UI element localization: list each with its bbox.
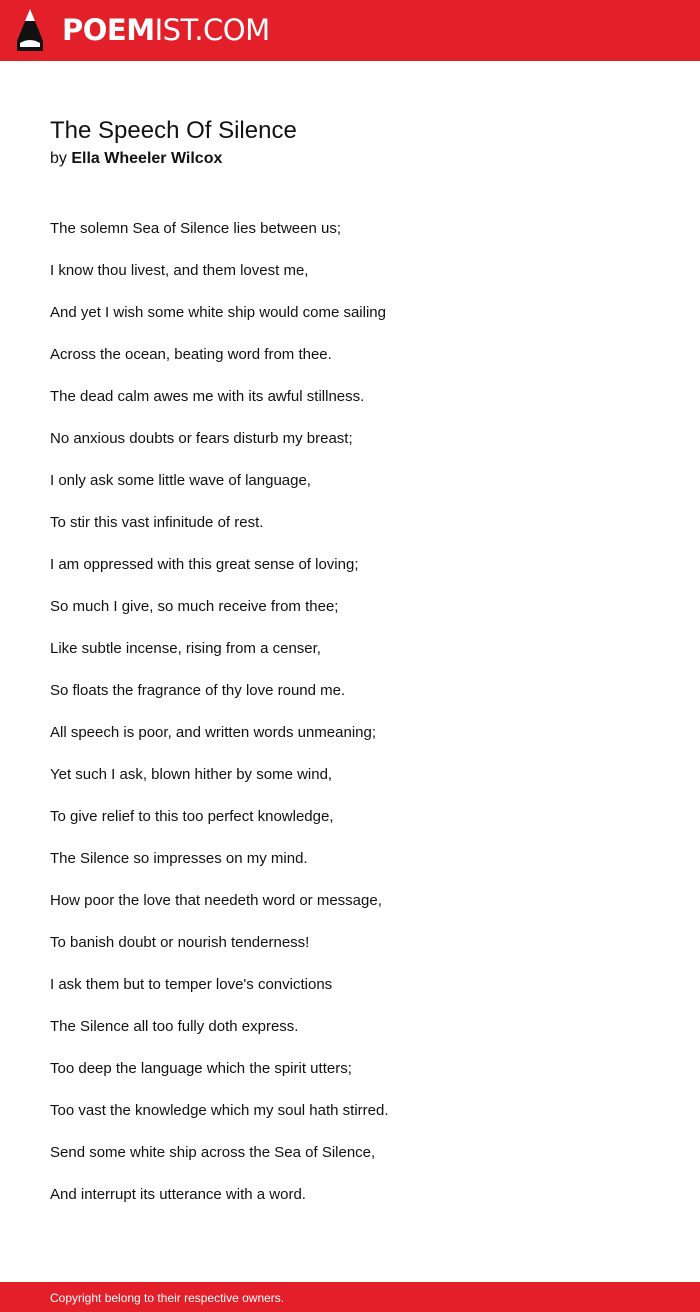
poem-line: I only ask some little wave of language, — [50, 472, 311, 489]
poem-line: The Silence all too fully doth express. — [50, 1018, 299, 1035]
pencil-tip-icon[interactable] — [17, 9, 43, 51]
poem-title: The Speech Of Silence — [50, 117, 297, 144]
poem-line: The solemn Sea of Silence lies between us; — [50, 220, 341, 237]
author-name[interactable]: Ella Wheeler Wilcox — [71, 150, 223, 167]
poem-line: Like subtle incense, rising from a censer, — [50, 640, 321, 657]
byline-prefix: by — [50, 150, 67, 167]
poem-line: All speech is poor, and written words unmeaning; — [50, 724, 377, 741]
poem-line: To stir this vast infinitude of rest. — [50, 514, 264, 531]
site-header — [0, 0, 700, 61]
poem-line: How poor the love that needeth word or message, — [50, 892, 382, 909]
poem-line: To banish doubt or nourish tenderness! — [50, 934, 310, 951]
poem-line: The Silence so impresses on my mind. — [50, 850, 308, 867]
poem-line: The dead calm awes me with its awful stillness. — [50, 388, 365, 405]
poem-line: I know thou livest, and them lovest me, — [50, 262, 309, 279]
poem-line: Yet such I ask, blown hither by some wind, — [50, 766, 333, 783]
logo-text-bold: POEM — [62, 13, 155, 47]
logo-text-light: IST.COM — [154, 13, 270, 47]
poem-body — [50, 218, 389, 1226]
poem-line: I am oppressed with this great sense of loving; — [50, 556, 359, 573]
copyright-text: Copyright belong to their respective owners. — [50, 1291, 285, 1305]
poem-line: Too vast the knowledge which my soul hath stirred. — [50, 1102, 389, 1119]
poem-line: So much I give, so much receive from thee; — [50, 598, 339, 615]
poem-line: So floats the fragrance of thy love round me. — [50, 682, 346, 699]
poem-line: And interrupt its utterance with a word. — [50, 1186, 306, 1203]
poem-line: I ask them but to temper love's convictions — [50, 976, 333, 993]
poem-byline — [50, 148, 222, 170]
poem-line: Send some white ship across the Sea of Silence, — [50, 1144, 376, 1161]
poem-line: And yet I wish some white ship would come sailing — [50, 304, 386, 321]
poem-line: No anxious doubts or fears disturb my breast; — [50, 430, 353, 447]
site-logo-link[interactable] — [62, 12, 270, 48]
site-footer — [0, 1282, 700, 1312]
poem-line: Across the ocean, beating word from thee. — [50, 346, 332, 363]
poem-line: Too deep the language which the spirit utters; — [50, 1060, 352, 1077]
poem-line: To give relief to this too perfect knowledge, — [50, 808, 334, 825]
